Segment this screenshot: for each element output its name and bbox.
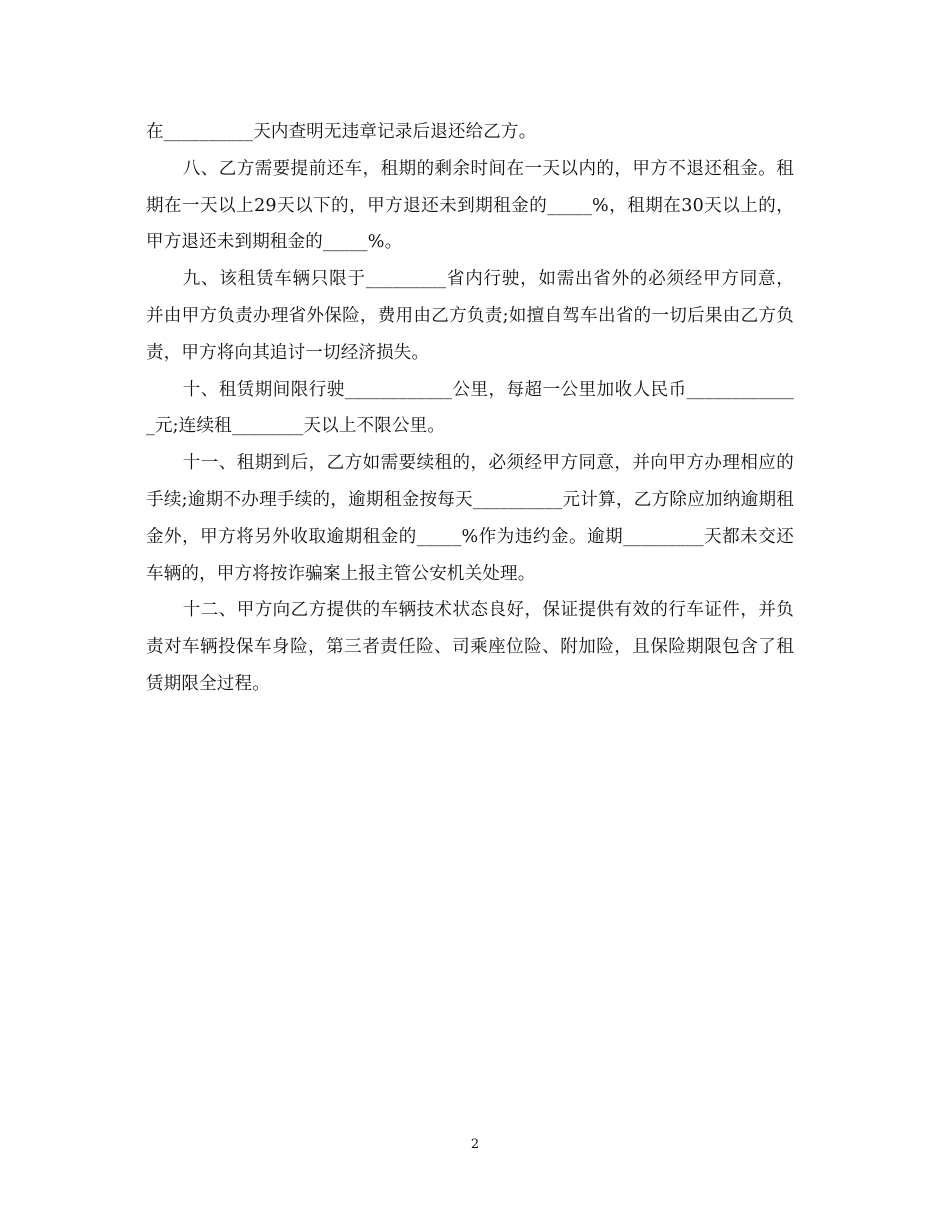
paragraph-clause-12: 十二、甲方向乙方提供的车辆技术状态良好，保证提供有效的行车证件，并负责对车辆投保车身险，第三者责任险、司乘座位险、附加险，且保险期限包含了租赁期限全过程。 bbox=[146, 600, 794, 694]
paragraph-clause-8: 八、乙方需要提前还车，租期的剩余时间在一天以内的，甲方不退还租金。租期在一天以上29天以下的，甲方退还未到期租金的_____%，租期在30天以上的，甲方退还未到期租金的_____%。 bbox=[146, 158, 794, 253]
paragraph-clause-11: 十一、租期到后，乙方如需要续租的，必须经甲方同意，并向甲方办理相应的手续;逾期不办理手续的，逾期租金按每天__________元计算，乙方除应加纳逾期租金外，甲方将另外收取逾期租金的_____%作为违约金。逾期_________天都未交还车辆的，甲方将按诈骗案上报主管公安机关处理。 bbox=[146, 453, 794, 584]
page-number: 2 bbox=[470, 1137, 480, 1152]
paragraph-continuation: 在__________天内查明无违章记录后退还给乙方。 bbox=[146, 122, 537, 142]
paragraph-clause-10: 十、租赁期间限行驶____________公里，每超一公里加收人民币_____________元;连续租________天以上不限公里。 bbox=[146, 379, 794, 437]
document-body bbox=[146, 114, 794, 703]
paragraph-clause-9: 九、该租赁车辆只限于_________省内行驶，如需出省外的必须经甲方同意，并由甲方负责办理省外保险，费用由乙方负责;如擅自驾车出省的一切后果由乙方负责，甲方将向其追讨一切经济损失。 bbox=[146, 269, 794, 363]
